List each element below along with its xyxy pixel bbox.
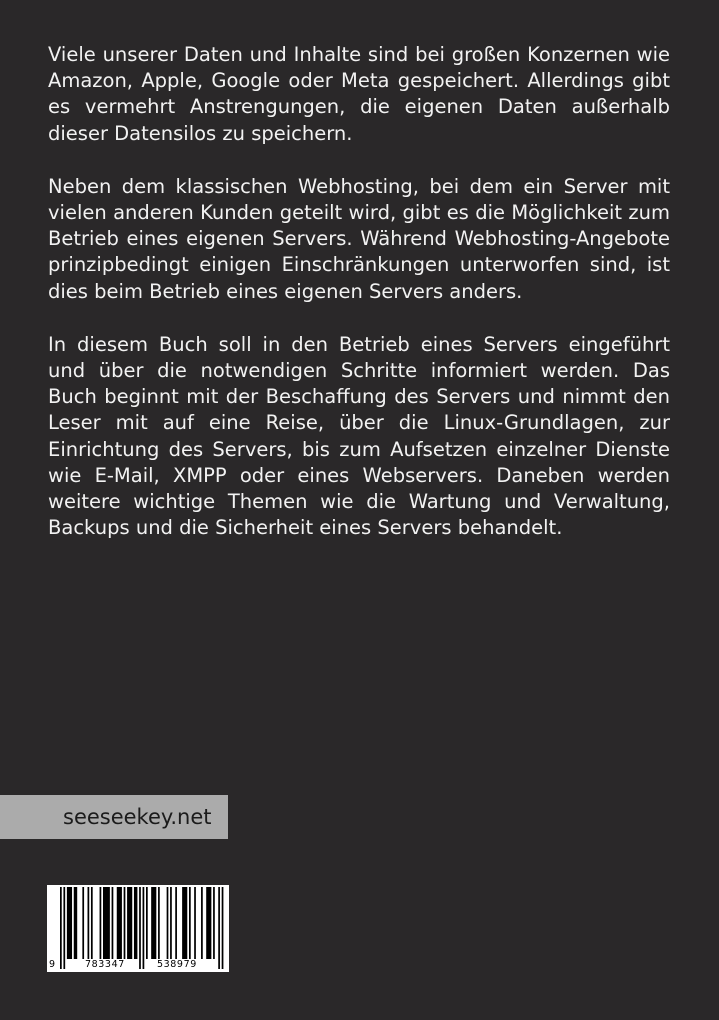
paragraph-intro: Viele unserer Daten und Inhalte sind bei großen Konzernen wie Amazon, Apple, Google oder Meta gespeichert. Allerdings gibt es vermehrt Anstrengungen, die eigenen Daten außerhalb dieser Datensilos zu speichern. [48,43,670,145]
paragraph-book-summary: In diesem Buch soll in den Betrieb eines Servers eingeführt und über die notwendigen Schritte informiert werden. Das Buch beginnt mit der Beschaffung des Servers und nimmt den Leser mit auf eine Reise, über die Linux-Grundlagen, zur Einrichtung des Servers, bis zum Aufsetzen einzelner Dienste wie E-Mail, XMPP oder eines Webservers. Daneben werden weitere wichtige Themen wie die Wartung und Verwaltung, Backups und die Sicherheit eines Servers behandelt. [48,332,670,540]
barcode-right-group: 538979 [157,959,197,970]
isbn-barcode [47,885,229,972]
back-cover-text [48,42,670,541]
website-banner [0,795,228,839]
barcode-left-group: 783347 [85,959,125,970]
website-label: seeseekey.net [63,805,212,829]
barcode-lead-digit: 9 [49,959,56,970]
paragraph-webhosting: Neben dem klassischen Webhosting, bei dem ein Server mit vielen anderen Kunden geteilt wird, gibt es die Möglichkeit zum Betrieb eines eigenen Servers. Während Webhosting-Angebote prinzipbedingt einigen Einschränkungen unterworfen sind, ist dies beim Betrieb eines eigenen Servers anders. [48,174,670,303]
barcode-digits [47,885,229,972]
